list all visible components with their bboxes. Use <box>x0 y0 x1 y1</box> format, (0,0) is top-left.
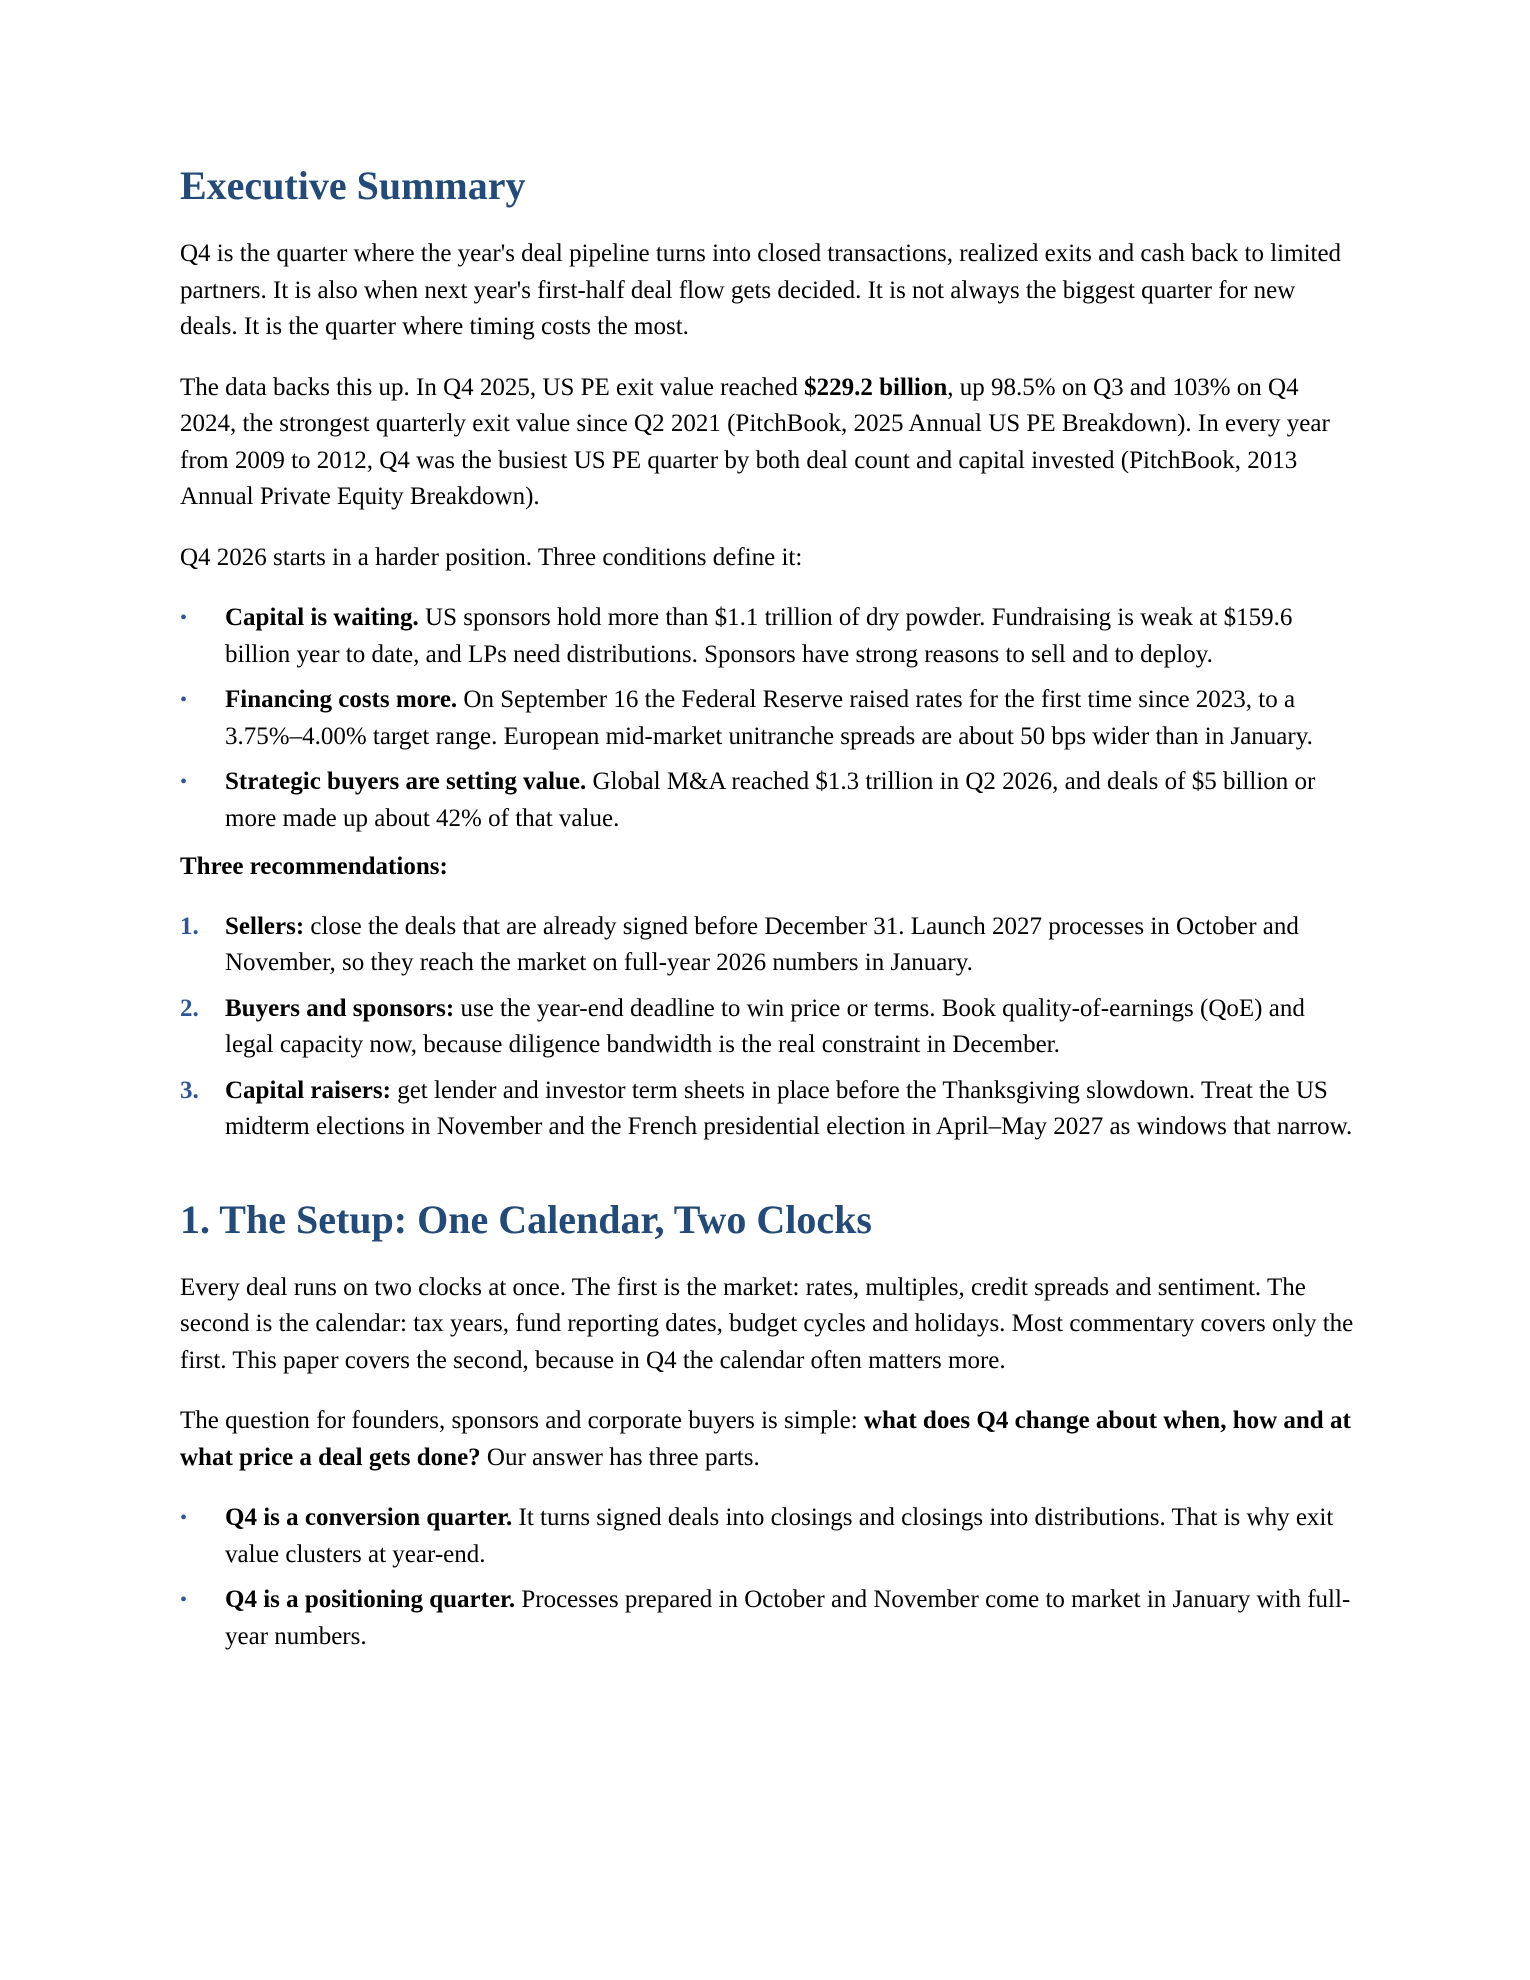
list-item-text: US sponsors hold more than $1.1 trillion of dry powder. Fundraising is weak at $159.6 billion year to date, and LPs need distributions. Sponsors have strong reasons to sell and to deploy. <box>225 604 1293 668</box>
list-item-lead: Q4 is a conversion quarter. <box>225 1504 513 1531</box>
list-item-lead: Q4 is a positioning quarter. <box>225 1586 516 1613</box>
paragraph-text: , up 98.5% on Q3 and 103% on Q4 2024, the strongest quarterly exit value since Q2 2021 (PitchBook, 2025 Annual US PE Breakdown). In every year from 2009 to 2012, Q4 was the busiest US PE quarter by both deal count and capital invested (PitchBook, 2013 Annual Private Equity Breakdown). <box>180 373 1330 510</box>
bullet-icon: • <box>180 607 188 629</box>
paragraph-two-clocks: Every deal runs on two clocks at once. The first is the market: rates, multiples, credit spreads and sentiment. The second is the calendar: tax years, fund reporting dates, budget cycles and holidays. Most commentary covers only the first. This paper covers the second, because in Q4 the calendar often matters more. <box>180 1273 1354 1374</box>
list-item <box>180 600 1355 673</box>
list-item-lead: Capital is waiting. <box>225 604 419 631</box>
exit-value-highlight: $229.2 billion <box>804 373 948 401</box>
list-item-lead: Financing costs more. <box>225 686 458 713</box>
list-item-lead: Capital raisers: <box>225 1076 391 1104</box>
list-item-lead: Strategic buyers are setting value. <box>225 768 587 795</box>
list-item-text: use the year-end deadline to win price or terms. Book quality-of-earnings (QoE) and legal capacity now, because diligence bandwidth is the real constraint in December. <box>225 994 1305 1058</box>
list-item <box>180 909 1355 982</box>
list-item-text: Global M&A reached $1.3 trillion in Q2 2026, and deals of $5 billion or more made up about 42% of that value. <box>225 768 1316 832</box>
list-item-text: On September 16 the Federal Reserve raised rates for the first time since 2023, to a 3.75%–4.00% target range. European mid-market unitranche spreads are about 50 bps wider than in January. <box>225 686 1313 750</box>
recommendations-heading: Three recommendations: <box>180 853 448 880</box>
list-item-text: close the deals that are already signed before December 31. Launch 2027 processes in October and November, so they reach the market on full-year 2026 numbers in January. <box>225 912 1299 976</box>
conditions-list <box>180 600 1355 837</box>
recommendations-list <box>180 909 1355 1146</box>
paragraph-text: The question for founders, sponsors and corporate buyers is simple: <box>180 1407 864 1434</box>
paragraph-text: The data backs this up. In Q4 2025, US PE exit value reached <box>180 373 805 401</box>
paragraph-text: Our answer has three parts. <box>480 1443 760 1471</box>
list-item <box>180 1500 1355 1573</box>
list-item-lead: Sellers: <box>225 912 305 940</box>
paragraph-question <box>180 1403 1355 1476</box>
list-item <box>180 1582 1355 1655</box>
list-item-lead: Buyers and sponsors: <box>225 994 455 1022</box>
list-number: 1. <box>180 912 199 940</box>
list-item <box>180 1073 1355 1146</box>
answer-parts-list <box>180 1500 1355 1655</box>
bullet-icon: • <box>180 1589 188 1611</box>
list-number: 2. <box>180 994 199 1022</box>
section-heading-executive-summary: Executive Summary <box>180 163 526 208</box>
list-item-text: get lender and investor term sheets in place before the Thanksgiving slowdown. Treat the US midterm elections in November and the French presidential election in April–May 2027 as windows that narrow. <box>225 1076 1353 1140</box>
section-heading-setup: 1. The Setup: One Calendar, Two Clocks <box>180 1196 872 1242</box>
bullet-icon: • <box>180 1507 188 1529</box>
list-item <box>180 764 1355 837</box>
bullet-icon: • <box>180 689 188 711</box>
paragraph-conditions-lead: Q4 2026 starts in a harder position. Three conditions define it: <box>180 543 803 571</box>
list-number: 3. <box>180 1076 199 1104</box>
bullet-icon: • <box>180 771 188 793</box>
paragraph-intro: Q4 is the quarter where the year's deal pipeline turns into closed transactions, realized exits and cash back to limited partners. It is also when next year's first-half deal flow gets decided. It is not always the biggest quarter for new deals. It is the quarter where timing costs the most. <box>180 240 1342 340</box>
document-page <box>180 150 1355 1667</box>
list-item <box>180 682 1355 755</box>
paragraph-data <box>180 370 1355 516</box>
list-item <box>180 991 1355 1064</box>
list-item-text: Processes prepared in October and November come to market in January with full-year numbers. <box>225 1586 1351 1650</box>
list-item-text: It turns signed deals into closings and closings into distributions. That is why exit value clusters at year-end. <box>225 1504 1334 1568</box>
key-question-highlight: what does Q4 change about when, how and at what price a deal gets done? <box>180 1407 1351 1471</box>
